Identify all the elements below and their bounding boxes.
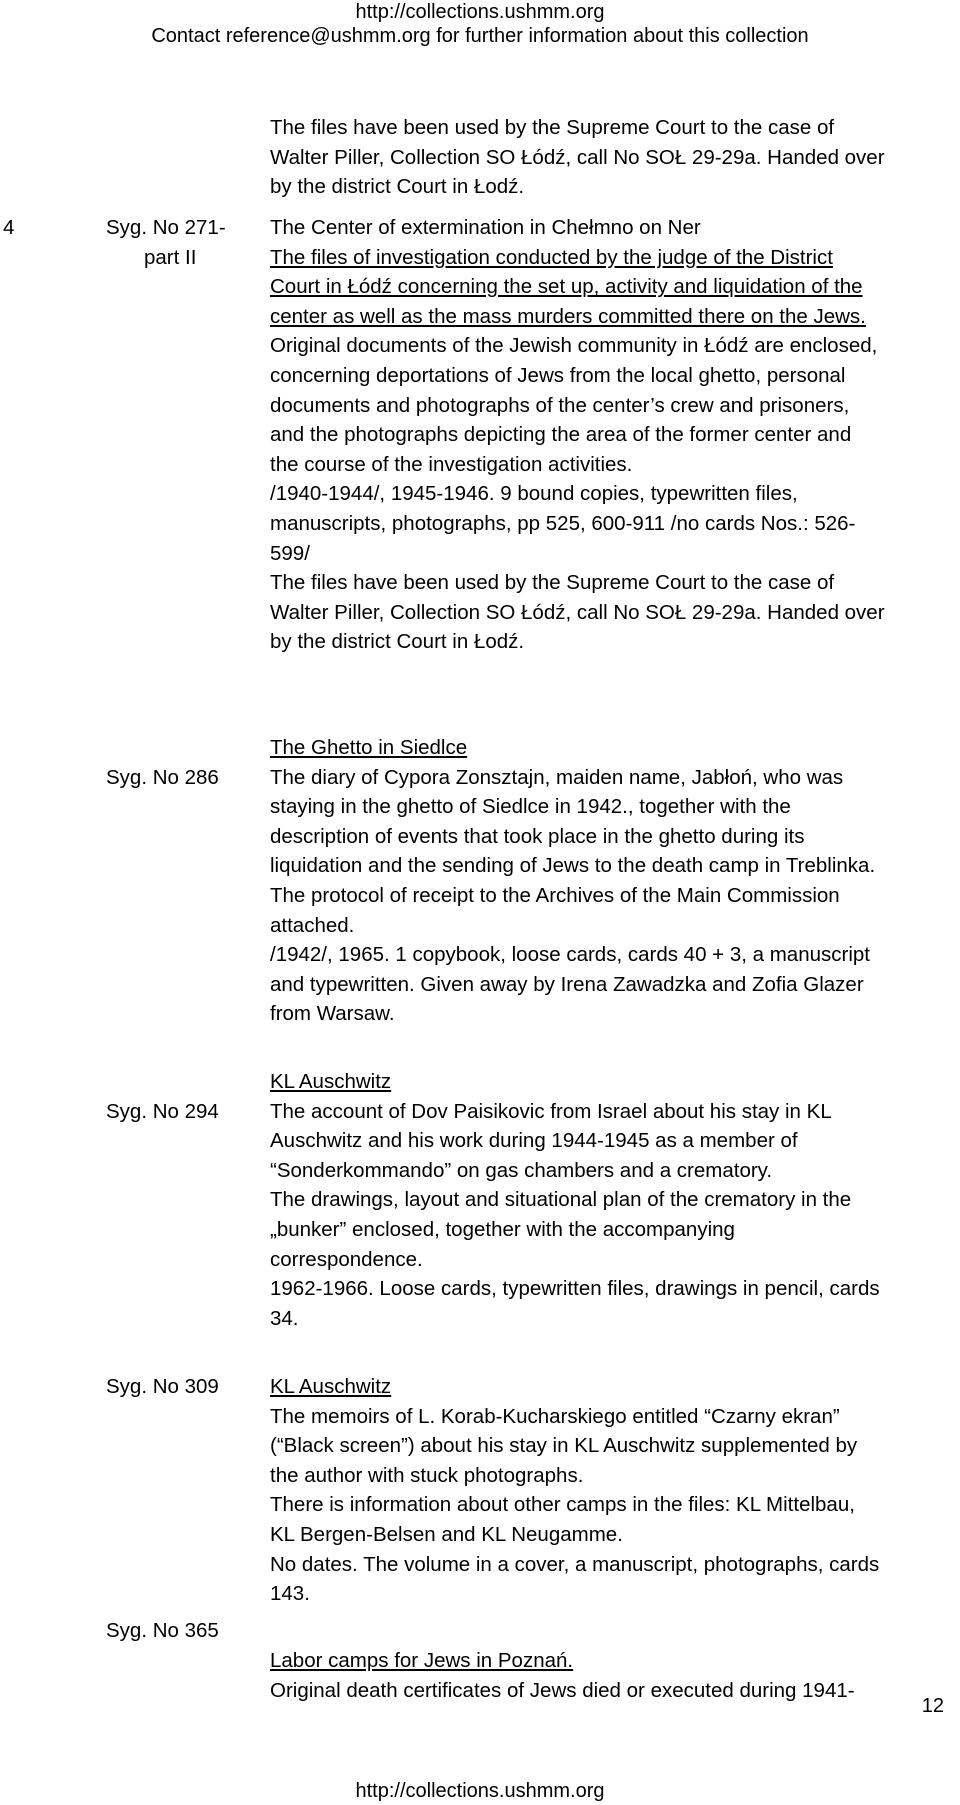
text-line: The drawings, layout and situational plan of the crematory in the: [270, 1188, 852, 1212]
text-line: center as well as the mass murders committed there on the Jews.: [270, 304, 866, 328]
text-line: Original documents of the Jewish community in Łódź are enclosed,: [270, 334, 878, 358]
entry-title: KL Auschwitz: [270, 1070, 392, 1093]
text-line: The files have been used by the Supreme Court to the case of: [270, 571, 835, 595]
text-line: /1942/, 1965. 1 copybook, loose cards, cards 40 + 3, a manuscript: [270, 943, 870, 967]
signature-line: Syg. No 286: [106, 766, 219, 789]
signature-line: Syg. No 309: [106, 1375, 219, 1398]
entry-siedlce: [270, 733, 960, 1029]
text-line: and typewritten. Given away by Irena Zawadzka and Zofia Glazer: [270, 972, 864, 996]
text-line: 599/: [270, 541, 310, 565]
entry-auschwitz-1: [270, 1067, 960, 1333]
text-line: 1962-1966. Loose cards, typewritten files, drawings in pencil, cards: [270, 1277, 880, 1301]
entry-poznan: [270, 1646, 960, 1705]
text-line: The files of investigation conducted by the judge of the District: [270, 245, 833, 269]
text-line: 143.: [270, 1582, 310, 1606]
signature-line: Syg. No 294: [106, 1100, 219, 1123]
text-line: KL Bergen-Belsen and KL Neugamme.: [270, 1522, 623, 1546]
entry-auschwitz-2: [270, 1372, 960, 1609]
text-line: and the photographs depicting the area of the former center and: [270, 423, 852, 447]
signature-line: part II: [144, 246, 197, 269]
entry-number: 4: [3, 216, 15, 239]
text-line: The protocol of receipt to the Archives of the Main Commission: [270, 883, 840, 907]
text-line: manuscripts, photographs, pp 525, 600-911 /no cards Nos.: 526-: [270, 511, 856, 535]
text-line: the course of the investigation activities.: [270, 452, 633, 476]
text-line: The memoirs of L. Korab-Kucharskiego entitled “Czarny ekran”: [270, 1404, 840, 1428]
entry-title: The Center of extermination in Chełmno on Ner: [270, 216, 701, 239]
text-line: attached.: [270, 913, 355, 937]
text-line: liquidation and the sending of Jews to the death camp in Treblinka.: [270, 854, 876, 878]
text-line: 34.: [270, 1306, 299, 1330]
text-line: Original death certificates of Jews died or executed during 1941-: [270, 1678, 855, 1702]
entry-title: KL Auschwitz: [270, 1375, 392, 1398]
text-line: The files have been used by the Supreme Court to the case of: [270, 116, 835, 139]
text-line: Auschwitz and his work during 1944-1945 as a member of: [270, 1129, 798, 1153]
text-line: documents and photographs of the center’s crew and prisoners,: [270, 393, 850, 417]
text-line: No dates. The volume in a cover, a manuscript, photographs, cards: [270, 1552, 880, 1576]
text-line: The diary of Cypora Zonsztajn, maiden name, Jabłoń, who was: [270, 765, 844, 789]
text-line: /1940-1944/, 1945-1946. 9 bound copies, typewritten files,: [270, 482, 798, 506]
text-line: The account of Dov Paisikovic from Israel about his stay in KL: [270, 1099, 832, 1123]
text-line: Walter Piller, Collection SO Łódź, call No SOŁ 29-29a. Handed over: [270, 600, 885, 624]
text-line: from Warsaw.: [270, 1002, 395, 1026]
entry-chelmno: [270, 213, 960, 657]
signature-line: Syg. No 271-: [106, 216, 226, 239]
text-line: Walter Piller, Collection SO Łódź, call No SOŁ 29-29a. Handed over: [270, 145, 885, 169]
text-line: There is information about other camps in the files: KL Mittelbau,: [270, 1493, 855, 1517]
text-line: “Sonderkommando” on gas chambers and a crematory.: [270, 1158, 773, 1182]
entry-title: The Ghetto in Siedlce: [270, 736, 468, 759]
text-line: staying in the ghetto of Siedlce in 1942., together with the: [270, 795, 791, 819]
footer-url[interactable]: http://collections.ushmm.org: [355, 1780, 605, 1802]
header-contact[interactable]: Contact reference@ushmm.org for further information about this collection: [151, 25, 809, 47]
text-line: by the district Court in Łodź.: [270, 630, 525, 654]
text-line: correspondence.: [270, 1247, 423, 1271]
text-line: (“Black screen”) about his stay in KL Auschwitz supplemented by: [270, 1434, 858, 1458]
signature-line: Syg. No 365: [106, 1619, 219, 1642]
entry-title: Labor camps for Jews in Poznań.: [270, 1649, 574, 1672]
top-block: [270, 113, 960, 202]
text-line: Court in Łódź concerning the set up, activity and liquidation of the: [270, 275, 863, 299]
text-line: by the district Court in Łodź.: [270, 175, 525, 199]
text-line: concerning deportations of Jews from the local ghetto, personal: [270, 363, 846, 387]
text-line: „bunker” enclosed, together with the accompanying: [270, 1217, 735, 1241]
page-number: 12: [921, 1695, 944, 1717]
text-line: description of events that took place in the ghetto during its: [270, 824, 805, 848]
text-line: the author with stuck photographs.: [270, 1463, 584, 1487]
header-url[interactable]: http://collections.ushmm.org: [355, 1, 605, 23]
